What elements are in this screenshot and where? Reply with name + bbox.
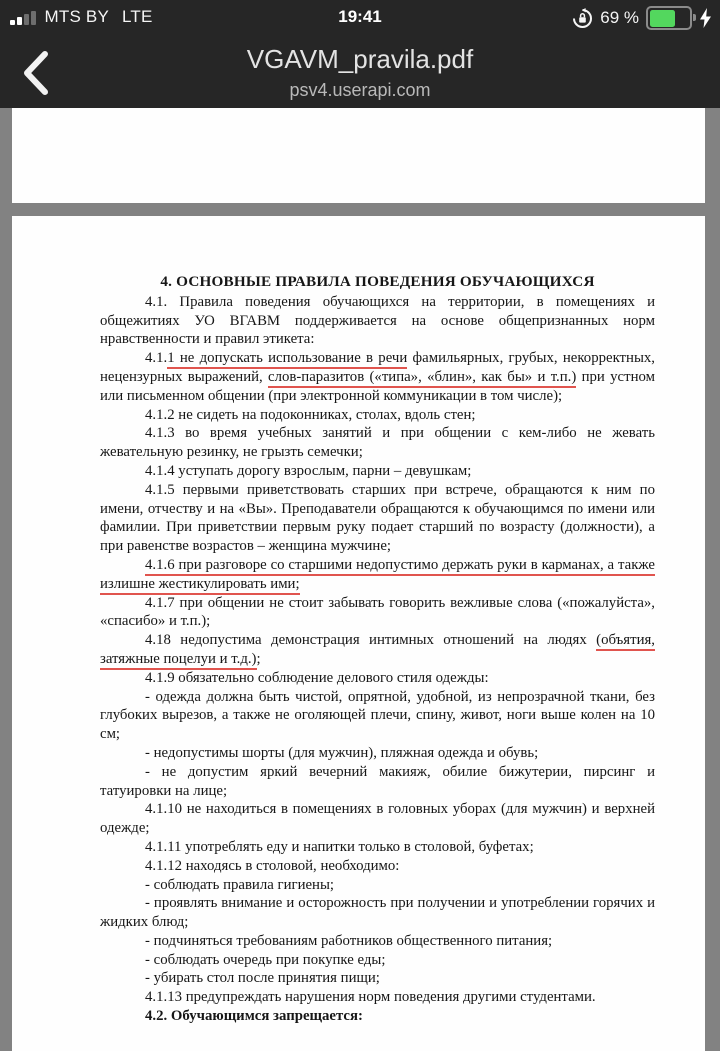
para-4-2: 4.2. Обучающимся запрещается:	[145, 1008, 363, 1025]
pdf-scroll-area[interactable]	[0, 108, 720, 1051]
battery-icon	[646, 6, 692, 30]
para-4-1-12: 4.1.12 находясь в столовой, необходимо:	[145, 857, 400, 874]
page-gap	[0, 203, 720, 216]
status-bar-right	[572, 6, 712, 30]
network-type-label: LTE	[122, 7, 153, 26]
para-4-1-11: 4.1.11 употреблять еду и напитки только в столовой, буфетах;	[145, 838, 534, 855]
para-4-1-3: 4.1.3 во время учебных занятий и при общении с кем-либо не жевать жевательную резинку, не грызть семечки;	[100, 425, 655, 461]
red-pen-underline: 4.1.6 при разговоре со старшими недопустимо держать руки в карманах, а также излишне жестикулировать ими;	[100, 557, 655, 595]
red-pen-underline: слов-паразитов («типа», «блин», как бы» и т.п.)	[268, 369, 576, 388]
carrier-label: MTS BY	[44, 7, 109, 26]
document-heading: 4. ОСНОВНЫЕ ПРАВИЛА ПОВЕДЕНИЯ ОБУЧАЮЩИХСЯ	[160, 273, 595, 290]
document-body	[100, 293, 655, 1026]
back-button[interactable]	[14, 48, 58, 100]
para-4-1-1: 4.1.1 не допускать использование в речи фамильярных, грубых, некорректных, нецензурных выражений, слов-паразитов («типа», «блин», как бы» и т.п.) при устном или письменном общении (при электронной коммуникации в том числе);	[100, 350, 655, 404]
pdf-viewer-toolbar	[0, 38, 720, 108]
rotation-lock-icon	[572, 8, 593, 29]
para-4-1-5: 4.1.5 первыми приветствовать старших при встрече, обращаются к ним по имени, отчеству и на «Вы». Преподаватели обращаются к обучающимся по имени или фамилии. При приветствии первым руку подает старший по возрасту (должности), а при равенстве возрастов – женщина мужчине;	[100, 481, 655, 555]
para-4-1-7: 4.1.7 при общении не стоит забывать говорить вежливые слова («пожалуйста», «спасибо» и т.п.);	[100, 594, 655, 630]
previous-page-bottom	[12, 108, 705, 203]
charging-bolt-icon	[699, 8, 712, 28]
para-4-1-10: 4.1.10 не находиться в помещениях в головных уборах (для мужчин) и верхней одежде;	[100, 801, 655, 837]
para-canteen-1: - соблюдать правила гигиены;	[145, 876, 335, 893]
battery-fill	[650, 10, 676, 27]
para-dress-2: - недопустимы шорты (для мужчин), пляжная одежда и обувь;	[145, 744, 539, 761]
para-canteen-3: - подчиняться требованиям работников общественного питания;	[145, 932, 553, 949]
document-source-host: psv4.userapi.com	[289, 80, 431, 100]
para-canteen-5: - убирать стол после принятия пищи;	[145, 970, 380, 987]
para-4-1-4: 4.1.4 уступать дорогу взрослым, парни – девушкам;	[145, 462, 472, 479]
red-pen-underline: 1 не допускать использование в речи	[167, 350, 407, 369]
para-4-1-9: 4.1.9 обязательно соблюдение делового стиля одежды:	[145, 669, 489, 686]
para-4-1-13: 4.1.13 предупреждать нарушения норм поведения другими студентами.	[145, 989, 596, 1006]
para-4-1: 4.1. Правила поведения обучающихся на территории, в помещениях и общежитиях УО ВГАВМ поддерживается на основе общепризнанных норм нравственности и правил этикета:	[100, 293, 655, 348]
para-dress-1: - одежда должна быть чистой, опрятной, удобной, из непрозрачной ткани, без глубоких вырезов, а также не оголяющей плечи, спину, живот, ноги выше колен на 10 см;	[100, 688, 655, 743]
para-4-1-6	[100, 556, 655, 594]
para-canteen-2: - проявлять внимание и осторожность при получении и употреблении горячих и жидких блюд;	[100, 895, 655, 931]
clock-label: 19:41	[338, 7, 382, 26]
status-bar	[0, 0, 720, 38]
para-4-1-2: 4.1.2 не сидеть на подоконниках, столах, вдоль стен;	[145, 406, 476, 423]
battery-percent-label: 69 %	[600, 8, 639, 27]
current-page	[12, 216, 705, 1051]
para-dress-3: - не допустим яркий вечерний макияж, обилие бижутерии, пирсинг и татуировки на лице;	[100, 763, 655, 799]
red-pen-underline: (объятия, затяжные поцелуи и т.д.)	[100, 632, 655, 670]
app-chrome	[0, 0, 720, 108]
document-title: VGAVM_pravila.pdf	[246, 44, 474, 74]
para-4-18: 4.18 недопустима демонстрация интимных отношений на людях (объятия, затяжные поцелуи и т.д.);	[100, 631, 655, 669]
para-canteen-4: - соблюдать очередь при покупке еды;	[145, 951, 386, 968]
